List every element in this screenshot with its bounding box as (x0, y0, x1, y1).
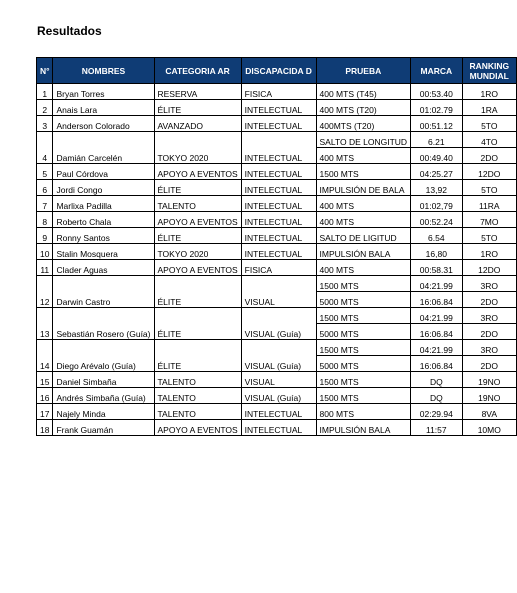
cell-discapacidad: VISUAL (241, 276, 316, 308)
cell-ranking: 8VA (462, 404, 516, 420)
cell-no: 17 (37, 404, 53, 420)
cell-ranking: 5TO (462, 180, 516, 196)
cell-prueba: 800 MTS (316, 404, 411, 420)
cell-prueba: 400 MTS (316, 212, 411, 228)
cell-prueba: 1500 MTS (316, 372, 411, 388)
cell-categoria: RESERVA (154, 84, 241, 100)
cell-marca: 13,92 (411, 180, 463, 196)
cell-ranking: 2DO (462, 148, 516, 164)
cell-categoria: TOKYO 2020 (154, 244, 241, 260)
cell-categoria: TALENTO (154, 196, 241, 212)
cell-marca: 6.21 (411, 132, 463, 148)
cell-discapacidad: INTELECTUAL (241, 116, 316, 132)
cell-discapacidad: INTELECTUAL (241, 132, 316, 164)
cell-nombre: Anderson Colorado (53, 116, 154, 132)
cell-nombre: Paul Córdova (53, 164, 154, 180)
cell-prueba: SALTO DE LIGITUD (316, 228, 411, 244)
cell-discapacidad: FISICA (241, 260, 316, 276)
cell-marca: 00:49.40 (411, 148, 463, 164)
cell-categoria: TALENTO (154, 404, 241, 420)
cell-categoria: TOKYO 2020 (154, 132, 241, 164)
cell-discapacidad: INTELECTUAL (241, 244, 316, 260)
cell-categoria: ÉLITE (154, 276, 241, 308)
cell-no: 13 (37, 308, 53, 340)
cell-marca: 16:06.84 (411, 292, 463, 308)
table-row (37, 372, 517, 388)
cell-no: 7 (37, 196, 53, 212)
cell-ranking: 5TO (462, 228, 516, 244)
cell-prueba: 1500 MTS (316, 388, 411, 404)
cell-ranking: 7MO (462, 212, 516, 228)
cell-discapacidad: VISUAL (Guía) (241, 388, 316, 404)
cell-ranking: 19NO (462, 372, 516, 388)
cell-prueba: 400 MTS (T20) (316, 100, 411, 116)
table-row (37, 388, 517, 404)
cell-prueba: 400MTS (T20) (316, 116, 411, 132)
cell-no: 3 (37, 116, 53, 132)
table-row (37, 116, 517, 132)
cell-discapacidad: FISICA (241, 84, 316, 100)
table-row (37, 308, 517, 324)
cell-no: 6 (37, 180, 53, 196)
cell-nombre: Najely Minda (53, 404, 154, 420)
cell-prueba: 400 MTS (316, 196, 411, 212)
cell-discapacidad: INTELECTUAL (241, 212, 316, 228)
cell-ranking: 1RA (462, 100, 516, 116)
cell-no: 18 (37, 420, 53, 436)
table-row (37, 180, 517, 196)
cell-discapacidad: INTELECTUAL (241, 164, 316, 180)
cell-categoria: AVANZADO (154, 116, 241, 132)
table-row (37, 164, 517, 180)
cell-categoria: APOYO A EVENTOS (154, 212, 241, 228)
cell-marca: 6.54 (411, 228, 463, 244)
header-ranking: RANKING MUNDIAL (462, 58, 516, 84)
cell-no: 9 (37, 228, 53, 244)
cell-marca: 02:29.94 (411, 404, 463, 420)
cell-prueba: 1500 MTS (316, 308, 411, 324)
cell-categoria: ÉLITE (154, 340, 241, 372)
cell-no: 12 (37, 276, 53, 308)
cell-marca: 16:06.84 (411, 356, 463, 372)
cell-prueba: 5000 MTS (316, 324, 411, 340)
cell-discapacidad: INTELECTUAL (241, 228, 316, 244)
cell-ranking: 2DO (462, 292, 516, 308)
cell-discapacidad: INTELECTUAL (241, 420, 316, 436)
cell-ranking: 19NO (462, 388, 516, 404)
cell-marca: 04:21.99 (411, 308, 463, 324)
header-marca: MARCA (411, 58, 463, 84)
cell-prueba: 400 MTS (316, 260, 411, 276)
cell-discapacidad: INTELECTUAL (241, 100, 316, 116)
cell-ranking: 1RO (462, 244, 516, 260)
cell-prueba: 1500 MTS (316, 340, 411, 356)
cell-ranking: 3RO (462, 340, 516, 356)
cell-prueba: 1500 MTS (316, 276, 411, 292)
cell-categoria: APOYO A EVENTOS (154, 260, 241, 276)
cell-marca: 04:25.27 (411, 164, 463, 180)
cell-nombre: Diego Arévalo (Guía) (53, 340, 154, 372)
cell-ranking: 12DO (462, 260, 516, 276)
cell-nombre: Clader Aguas (53, 260, 154, 276)
cell-ranking: 3RO (462, 308, 516, 324)
cell-nombre: Marlixa Padilla (53, 196, 154, 212)
cell-marca: 00:53.40 (411, 84, 463, 100)
cell-nombre: Ronny Santos (53, 228, 154, 244)
cell-nombre: Sebastián Rosero (Guía) (53, 308, 154, 340)
cell-no: 8 (37, 212, 53, 228)
cell-nombre: Frank Guamán (53, 420, 154, 436)
header-discapacidad: DISCAPACIDA D (241, 58, 316, 84)
cell-nombre: Stalin Mosquera (53, 244, 154, 260)
cell-prueba: IMPULSIÓN BALA (316, 420, 411, 436)
results-table (36, 57, 517, 436)
cell-no: 10 (37, 244, 53, 260)
cell-ranking: 10MO (462, 420, 516, 436)
table-row (37, 84, 517, 100)
cell-categoria: APOYO A EVENTOS (154, 164, 241, 180)
cell-discapacidad: VISUAL (241, 372, 316, 388)
cell-prueba: IMPULSIÓN BALA (316, 244, 411, 260)
cell-ranking: 2DO (462, 356, 516, 372)
header-nombres: NOMBRES (53, 58, 154, 84)
cell-discapacidad: INTELECTUAL (241, 180, 316, 196)
cell-discapacidad: INTELECTUAL (241, 404, 316, 420)
cell-no: 1 (37, 84, 53, 100)
table-row (37, 228, 517, 244)
cell-prueba: 400 MTS (316, 148, 411, 164)
header-prueba: PRUEBA (316, 58, 411, 84)
cell-categoria: ÉLITE (154, 180, 241, 196)
cell-marca: 04:21.99 (411, 276, 463, 292)
cell-categoria: ÉLITE (154, 308, 241, 340)
cell-prueba: IMPULSIÓN DE BALA (316, 180, 411, 196)
header-no: N° (37, 58, 53, 84)
cell-prueba: SALTO DE LONGITUD (316, 132, 411, 148)
cell-nombre: Bryan Torres (53, 84, 154, 100)
cell-no: 15 (37, 372, 53, 388)
cell-nombre: Roberto Chala (53, 212, 154, 228)
header-categoria: CATEGORIA AR (154, 58, 241, 84)
cell-nombre: Damián Carcelén (53, 132, 154, 164)
table-row (37, 132, 517, 148)
cell-marca: 01:02.79 (411, 100, 463, 116)
cell-ranking: 3RO (462, 276, 516, 292)
cell-ranking: 5TO (462, 116, 516, 132)
table-row (37, 212, 517, 228)
cell-prueba: 5000 MTS (316, 356, 411, 372)
cell-no: 5 (37, 164, 53, 180)
cell-nombre: Daniel Simbaña (53, 372, 154, 388)
table-row (37, 196, 517, 212)
cell-ranking: 1RO (462, 84, 516, 100)
table-row (37, 260, 517, 276)
cell-nombre: Andrés Simbaña (Guía) (53, 388, 154, 404)
cell-categoria: TALENTO (154, 388, 241, 404)
table-row (37, 404, 517, 420)
cell-marca: 00:51.12 (411, 116, 463, 132)
cell-nombre: Darwin Castro (53, 276, 154, 308)
cell-marca: 04:21.99 (411, 340, 463, 356)
cell-prueba: 400 MTS (T45) (316, 84, 411, 100)
cell-discapacidad: VISUAL (Guía) (241, 308, 316, 340)
cell-categoria: ÉLITE (154, 228, 241, 244)
cell-categoria: APOYO A EVENTOS (154, 420, 241, 436)
table-row (37, 276, 517, 292)
cell-no: 14 (37, 340, 53, 372)
cell-ranking: 12DO (462, 164, 516, 180)
cell-marca: DQ (411, 372, 463, 388)
cell-marca: 01:02,79 (411, 196, 463, 212)
cell-marca: 00:52.24 (411, 212, 463, 228)
cell-categoria: TALENTO (154, 372, 241, 388)
cell-marca: DQ (411, 388, 463, 404)
table-row (37, 420, 517, 436)
cell-nombre: Jordi Congo (53, 180, 154, 196)
table-row (37, 100, 517, 116)
cell-prueba: 1500 MTS (316, 164, 411, 180)
cell-ranking: 4TO (462, 132, 516, 148)
cell-nombre: Anais Lara (53, 100, 154, 116)
cell-no: 11 (37, 260, 53, 276)
cell-no: 4 (37, 132, 53, 164)
cell-no: 16 (37, 388, 53, 404)
cell-ranking: 2DO (462, 324, 516, 340)
table-header-row (37, 58, 517, 84)
cell-discapacidad: VISUAL (Guía) (241, 340, 316, 372)
cell-prueba: 5000 MTS (316, 292, 411, 308)
cell-marca: 16:06.84 (411, 324, 463, 340)
cell-marca: 11:57 (411, 420, 463, 436)
cell-ranking: 11RA (462, 196, 516, 212)
cell-no: 2 (37, 100, 53, 116)
table-row (37, 340, 517, 356)
results-heading: Resultados (37, 24, 102, 38)
cell-marca: 00:58.31 (411, 260, 463, 276)
results-body (37, 84, 517, 436)
cell-marca: 16,80 (411, 244, 463, 260)
cell-categoria: ÉLITE (154, 100, 241, 116)
table-row (37, 244, 517, 260)
cell-discapacidad: INTELECTUAL (241, 196, 316, 212)
